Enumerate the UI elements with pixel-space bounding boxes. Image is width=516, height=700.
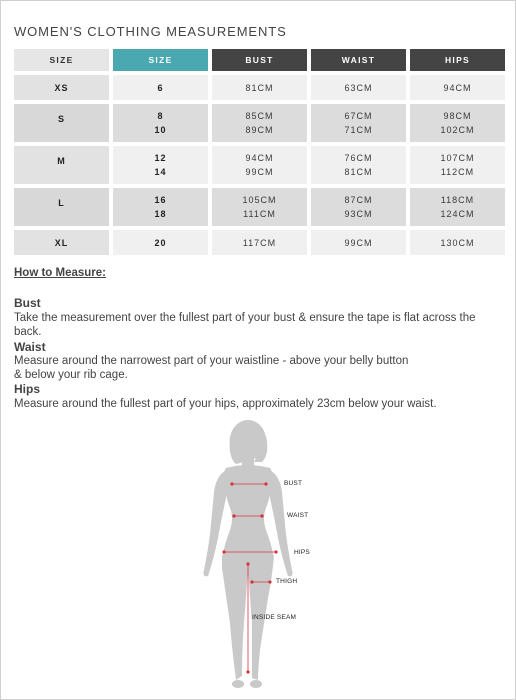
size-label: S (14, 104, 109, 142)
waist-heading: Waist (14, 340, 46, 354)
hips-instructions: Measure around the fullest part of your hips, approximately 23cm below your waist. (14, 398, 437, 410)
bust-value: 117CM (212, 230, 307, 255)
size-number: 20 (113, 230, 208, 255)
header-waist: WAIST (311, 49, 406, 71)
hips-value: 118CM 124CM (410, 188, 505, 226)
bust-instructions: Take the measurement over the fullest part of your bust & ensure the tape is flat across the back. (14, 312, 476, 338)
figure-label-inside-seam: INSIDE SEAM (252, 614, 297, 621)
bust-value: 81CM (212, 75, 307, 100)
bust-value: 105CM 111CM (212, 188, 307, 226)
header-bust: BUST (212, 49, 307, 71)
table-row-s (14, 104, 505, 142)
size-number: 12 14 (113, 146, 208, 184)
bust-heading: Bust (14, 296, 41, 310)
figure-label-waist: WAIST (287, 512, 309, 519)
waist-value: 99CM (311, 230, 406, 255)
header-hips: HIPS (410, 49, 505, 71)
header-size-label: SIZE (14, 49, 109, 71)
bust-value: 85CM 89CM (212, 104, 307, 142)
size-label: M (14, 146, 109, 184)
figure-label-hips: HIPS (294, 549, 310, 556)
size-number: 8 10 (113, 104, 208, 142)
body-silhouette (190, 418, 330, 696)
hips-value: 94CM (410, 75, 505, 100)
table-row-xs (14, 75, 505, 100)
size-label: L (14, 188, 109, 226)
figure-label-bust: BUST (284, 480, 303, 487)
size-chart-table (14, 49, 505, 259)
page-title: WOMEN'S CLOTHING MEASUREMENTS (14, 24, 287, 39)
hips-value: 107CM 112CM (410, 146, 505, 184)
header-size-number: SIZE (113, 49, 208, 71)
waist-value: 63CM (311, 75, 406, 100)
size-label: XS (14, 75, 109, 100)
size-label: XL (14, 230, 109, 255)
bust-value: 94CM 99CM (212, 146, 307, 184)
table-row-l (14, 188, 505, 226)
size-number: 6 (113, 75, 208, 100)
body-measurement-figure (190, 418, 330, 696)
hips-value: 98CM 102CM (410, 104, 505, 142)
hips-heading: Hips (14, 382, 41, 396)
waist-value: 76CM 81CM (311, 146, 406, 184)
figure-label-thigh: THIGH (276, 578, 298, 585)
table-row-m (14, 146, 505, 184)
hips-value: 130CM (410, 230, 505, 255)
size-number: 16 18 (113, 188, 208, 226)
waist-instructions-line2: & below your rib cage. (14, 369, 128, 381)
table-header-row (14, 49, 505, 71)
waist-value: 67CM 71CM (311, 104, 406, 142)
waist-value: 87CM 93CM (311, 188, 406, 226)
how-to-measure-heading: How to Measure: (14, 267, 107, 279)
waist-instructions-line1: Measure around the narrowest part of your waistline - above your belly button (14, 355, 409, 367)
table-row-xl (14, 230, 505, 255)
